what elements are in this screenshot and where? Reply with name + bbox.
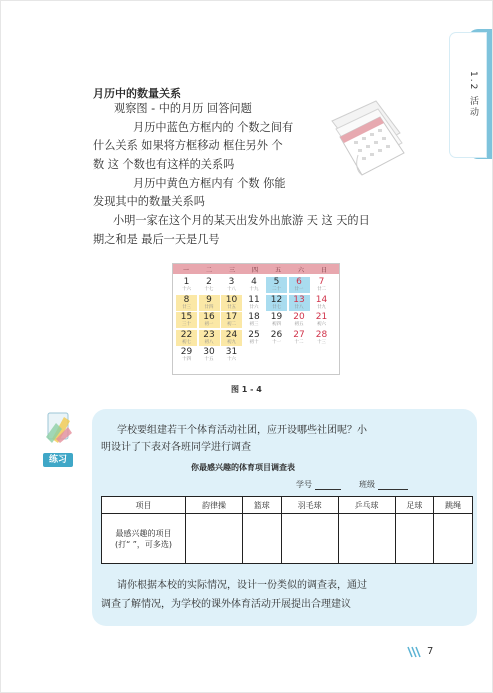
lunar-date: 初六 (317, 322, 326, 327)
table-header: 跳绳 (434, 497, 473, 514)
checkbox-cell[interactable] (242, 514, 281, 564)
lunar-date: 初二 (227, 322, 236, 327)
lunar-date: 十六 (182, 287, 191, 292)
day-number: 9 (206, 294, 212, 305)
table-header: 韵律操 (186, 497, 243, 514)
weekday-label: 二 (205, 267, 212, 274)
calendar-day (199, 347, 220, 363)
day-number: 20 (293, 312, 305, 322)
day-number: 16 (203, 312, 215, 322)
student-number-label: 学号 (296, 480, 312, 489)
day-number: 6 (296, 277, 302, 287)
class-label: 班级 (359, 480, 375, 489)
day-number: 28 (315, 329, 328, 340)
day-number: 15 (180, 312, 193, 322)
student-number-field (296, 479, 341, 490)
lunar-date: 十七 (204, 287, 214, 292)
calendar-day (311, 312, 332, 328)
lunar-date: 廿二 (317, 287, 326, 292)
calendar-weekday-header (173, 264, 339, 274)
lunar-date: 初九 (227, 339, 236, 345)
calendar-illustration (314, 89, 414, 189)
paragraph-line: 月历中黄色方框内有 个数 你能 (133, 177, 286, 190)
table-header: 篮球 (242, 497, 281, 514)
checkbox-cell[interactable] (186, 514, 243, 564)
row-label-line: (打“ ”，可多选) (114, 539, 173, 549)
calendar-day (244, 330, 265, 346)
day-number: 1 (183, 277, 190, 287)
weekday-label: 四 (251, 267, 258, 274)
lunar-date: 十一 (272, 339, 281, 345)
paragraph-line: 期之和是 最后一天是几号 (93, 233, 220, 246)
calendar-day (289, 277, 310, 293)
table-header: 乒乓球 (338, 497, 395, 514)
calendar-day (221, 277, 242, 293)
lunar-date: 初八 (204, 339, 214, 345)
practice-text: 学校要组建若干个体育活动社团，应开设哪些社团呢？小 (117, 425, 367, 436)
table-header: 项目 (102, 497, 186, 514)
calendar-day (311, 277, 332, 293)
calendar-day (221, 312, 242, 328)
practice-label: 练习 (43, 453, 73, 467)
calendar-day (244, 277, 265, 293)
calendar-day (221, 295, 242, 311)
day-number: 29 (180, 347, 193, 357)
page-number: 7 (427, 646, 434, 657)
lunar-date: 廿四 (204, 304, 214, 310)
calendar-day (311, 295, 332, 311)
paragraph-line: 什么关系 如果将方框移动 框住另外 个 (93, 139, 283, 152)
lunar-date: 初一 (204, 322, 214, 327)
day-number: 26 (270, 329, 283, 340)
lunar-date: 初七 (182, 339, 191, 345)
lunar-date: 三十 (182, 322, 191, 327)
lunar-date: 廿三 (182, 304, 191, 310)
day-number: 2 (206, 277, 212, 287)
day-number: 5 (273, 277, 280, 287)
weekday-label: 三 (228, 267, 235, 274)
lunar-date: 十四 (182, 357, 191, 362)
survey-table (101, 496, 473, 564)
calendar-day (176, 312, 197, 328)
month-calendar (172, 263, 340, 375)
lunar-date: 十三 (317, 339, 326, 345)
paragraph-line: 发现其中的数量关系吗 (93, 195, 205, 208)
day-number: 7 (318, 277, 325, 287)
calendar-day (176, 295, 197, 311)
page-stripes-icon (406, 646, 424, 658)
calendar-day (289, 295, 310, 311)
day-number: 18 (248, 312, 260, 322)
practice-text: 明设计了下表对各班同学进行调查 (101, 442, 251, 453)
lunar-date: 二十 (272, 287, 281, 292)
practice-text: 调查了解情况，为学校的课外体育活动开展提出合理建议 (101, 599, 351, 610)
practice-text: 请你根据本校的实际情况，设计一份类似的调查表，通过 (117, 580, 367, 591)
paragraph-line: 数 这 个数也有这样的关系吗 (93, 158, 235, 171)
paragraph-line: 小明一家在这个月的某天出发外出旅游 天 这 天的日 (113, 214, 370, 227)
checkbox-cell[interactable] (395, 514, 434, 564)
row-label-line: 最感兴趣的项目 (115, 528, 172, 538)
calendar-day (199, 277, 220, 293)
calendar-day (176, 330, 197, 346)
day-number: 24 (225, 329, 238, 340)
weekday-label: 日 (320, 267, 327, 274)
day-number: 3 (228, 277, 235, 287)
blank-line (378, 481, 408, 490)
calendar-day (221, 330, 242, 346)
calendar-day (266, 277, 287, 293)
calendar-day (199, 312, 220, 328)
day-number: 17 (225, 312, 238, 322)
calendar-day (289, 312, 310, 328)
day-number: 10 (225, 294, 238, 305)
calendar-day (176, 347, 197, 363)
day-number: 12 (270, 294, 283, 305)
day-number: 4 (251, 277, 257, 287)
section-tab-label: 1.2 活动 (468, 71, 478, 119)
calendar-day (244, 312, 265, 328)
lunar-date: 十九 (249, 287, 259, 292)
lunar-date: 初三 (249, 322, 259, 327)
table-header: 足球 (395, 497, 434, 514)
lunar-date: 廿一 (294, 287, 304, 292)
table-row-label (102, 514, 186, 564)
weekday-label: 五 (274, 267, 281, 274)
practice-icon (42, 409, 76, 445)
checkbox-cell[interactable] (434, 514, 473, 564)
lunar-date: 十五 (204, 357, 214, 362)
lunar-date: 廿九 (317, 304, 326, 310)
calendar-day (289, 330, 310, 346)
weekday-label: 一 (182, 267, 189, 274)
lunar-date: 廿六 (249, 304, 259, 310)
day-number: 21 (315, 312, 328, 322)
day-number: 27 (293, 329, 305, 340)
day-number: 31 (225, 347, 238, 357)
lunar-date: 廿八 (294, 304, 304, 310)
calendar-day (199, 295, 220, 311)
calendar-day (199, 330, 220, 346)
lunar-date: 初四 (272, 322, 281, 327)
table-header: 羽毛球 (281, 497, 338, 514)
calendar-day (266, 312, 287, 328)
class-field (359, 479, 408, 490)
blank-line (315, 481, 341, 490)
survey-title: 你最感兴趣的体育项目调查表 (191, 463, 295, 472)
day-number: 14 (315, 294, 328, 305)
day-number: 8 (183, 294, 190, 305)
lunar-date: 初十 (249, 339, 259, 345)
section-title: 月历中的数量关系 (93, 87, 181, 100)
calendar-day (266, 330, 287, 346)
paragraph-line: 观察图 - 中的月历 回答问题 (114, 102, 252, 115)
day-number: 11 (248, 294, 260, 305)
day-number: 19 (270, 312, 283, 322)
calendar-day (176, 277, 197, 293)
lunar-date: 初五 (294, 322, 304, 327)
table-header-row (102, 497, 473, 514)
day-number: 25 (248, 329, 260, 340)
calendar-day (311, 330, 332, 346)
lunar-date: 十二 (294, 339, 304, 345)
figure-caption: 图 1 - 4 (231, 385, 262, 394)
calendar-day (244, 295, 265, 311)
lunar-date: 十八 (227, 287, 236, 292)
checkbox-cell[interactable] (281, 514, 338, 564)
weekday-label: 六 (297, 267, 304, 274)
calendar-day (266, 295, 287, 311)
calendar-day (221, 347, 242, 363)
table-row (102, 514, 473, 564)
lunar-date: 廿五 (227, 304, 236, 310)
lunar-date: 廿七 (272, 304, 281, 310)
paragraph-line: 月历中蓝色方框内的 个数之间有 (133, 121, 294, 134)
checkbox-cell[interactable] (338, 514, 395, 564)
day-number: 30 (203, 347, 215, 357)
day-number: 22 (180, 329, 193, 340)
day-number: 13 (293, 294, 305, 305)
day-number: 23 (203, 329, 215, 340)
lunar-date: 十六 (227, 357, 236, 362)
